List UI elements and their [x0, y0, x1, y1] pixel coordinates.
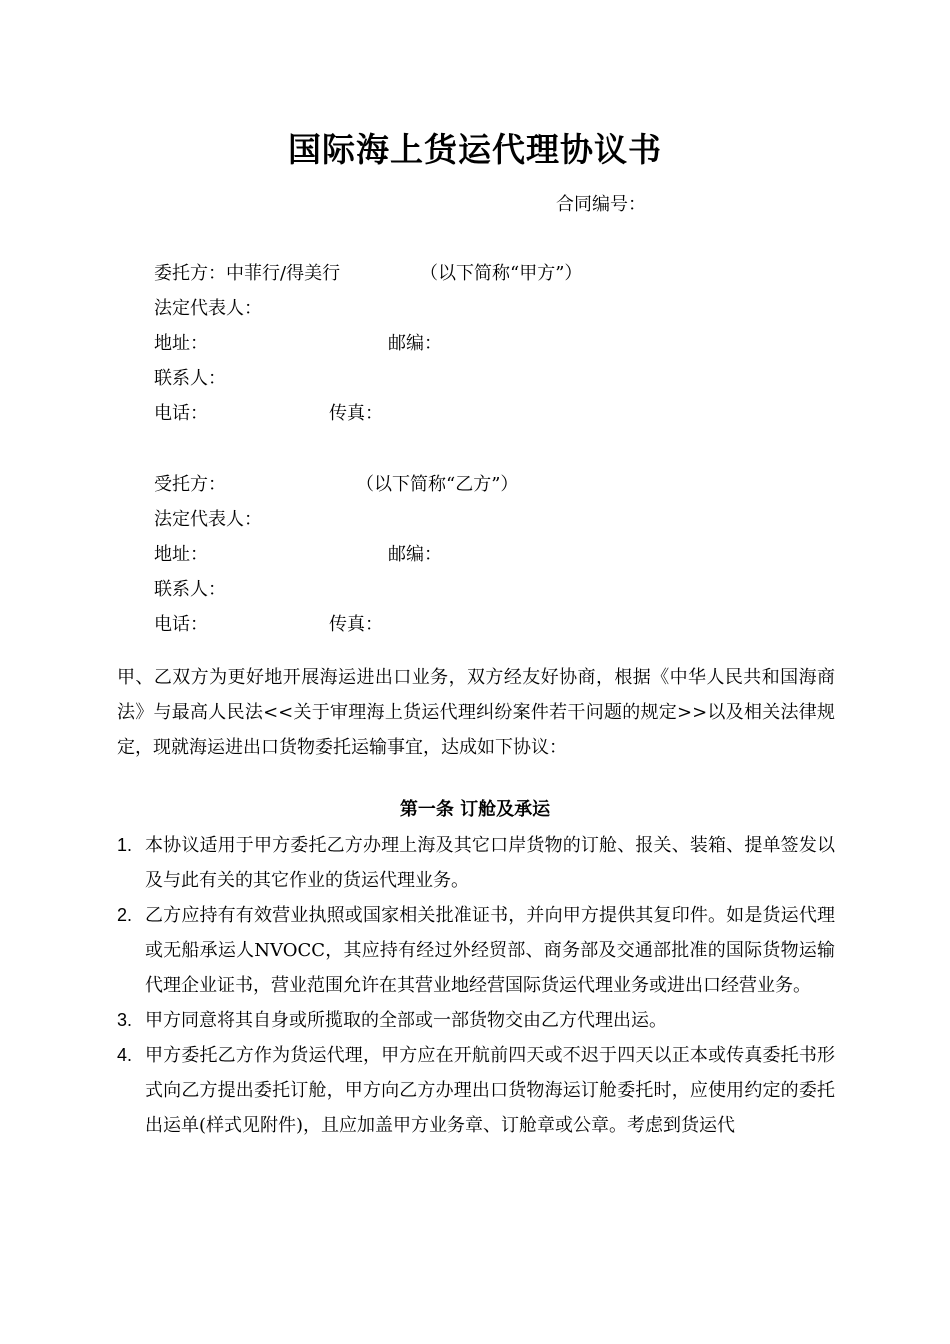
party-b-contact: 联系人：	[154, 579, 226, 600]
clause-text: 本协议适用于甲方委托乙方办理上海及其它口岸货物的订舱、报关、装箱、提单签发以及与此有关的其它作业的货运代理业务。	[145, 835, 835, 891]
party-a-phone: 电话：	[154, 403, 208, 424]
clause-number: 2.	[117, 905, 133, 925]
clause-number: 1.	[117, 835, 133, 855]
clause-text: 乙方应持有有效营业执照或国家相关批准证书，并向甲方提供其复印件。如是货运代理或无船承运人NVOCC，其应持有经过外经贸部、商务部及交通部批准的国际货物运输代理企业证书，营业范围允许在其营业地经营国际货运代理业务或进出口经营业务。	[145, 905, 835, 996]
party-b-label: 受托方：	[154, 474, 226, 495]
clause-item	[117, 1003, 835, 1038]
party-b-fax: 传真：	[329, 614, 383, 635]
party-b-abbreviation: （以下简称“乙方”）	[356, 474, 519, 495]
intro-paragraph: 甲、乙双方为更好地开展海运进出口业务，双方经友好协商，根据《中华人民共和国海商法》与最高人民法<<关于审理海上货运代理纠纷案件若干问题的规定>>以及相关法律规定，现就海运进出口货物委托运输事宜，达成如下协议：	[117, 667, 835, 758]
clause-text: 甲方同意将其自身或所揽取的全部或一部货物交由乙方代理出运。	[145, 1010, 667, 1031]
section-1-clauses	[117, 828, 835, 1143]
party-b-address: 地址：	[154, 544, 208, 565]
party-b-phone: 电话：	[154, 614, 208, 635]
document-title: 国际海上货运代理协议书	[288, 130, 662, 169]
party-b-legal-rep: 法定代表人：	[154, 509, 262, 530]
party-a-abbreviation: （以下简称“甲方”）	[420, 263, 583, 284]
party-a-postcode: 邮编：	[388, 333, 442, 354]
party-a-label: 委托方：中菲行/得美行	[154, 263, 341, 284]
clause-item	[117, 828, 835, 898]
party-a-address: 地址：	[154, 333, 208, 354]
clause-number: 4.	[117, 1045, 133, 1065]
section-1-heading: 第一条 订舱及承运	[399, 799, 551, 820]
clause-text: 甲方委托乙方作为货运代理，甲方应在开航前四天或不迟于四天以正本或传真委托书形式向乙方提出委托订舱，甲方向乙方办理出口货物海运订舱委托时，应使用约定的委托出运单(样式见附件)，且应加盖甲方业务章、订舱章或公章。考虑到货运代	[145, 1045, 835, 1136]
party-b-postcode: 邮编：	[388, 544, 442, 565]
clause-number: 3.	[117, 1010, 133, 1030]
party-a-contact: 联系人：	[154, 368, 226, 389]
clause-item	[117, 898, 835, 1003]
contract-number-label: 合同编号：	[556, 194, 646, 215]
clause-item	[117, 1038, 835, 1143]
party-a-fax: 传真：	[329, 403, 383, 424]
party-a-legal-rep: 法定代表人：	[154, 298, 262, 319]
